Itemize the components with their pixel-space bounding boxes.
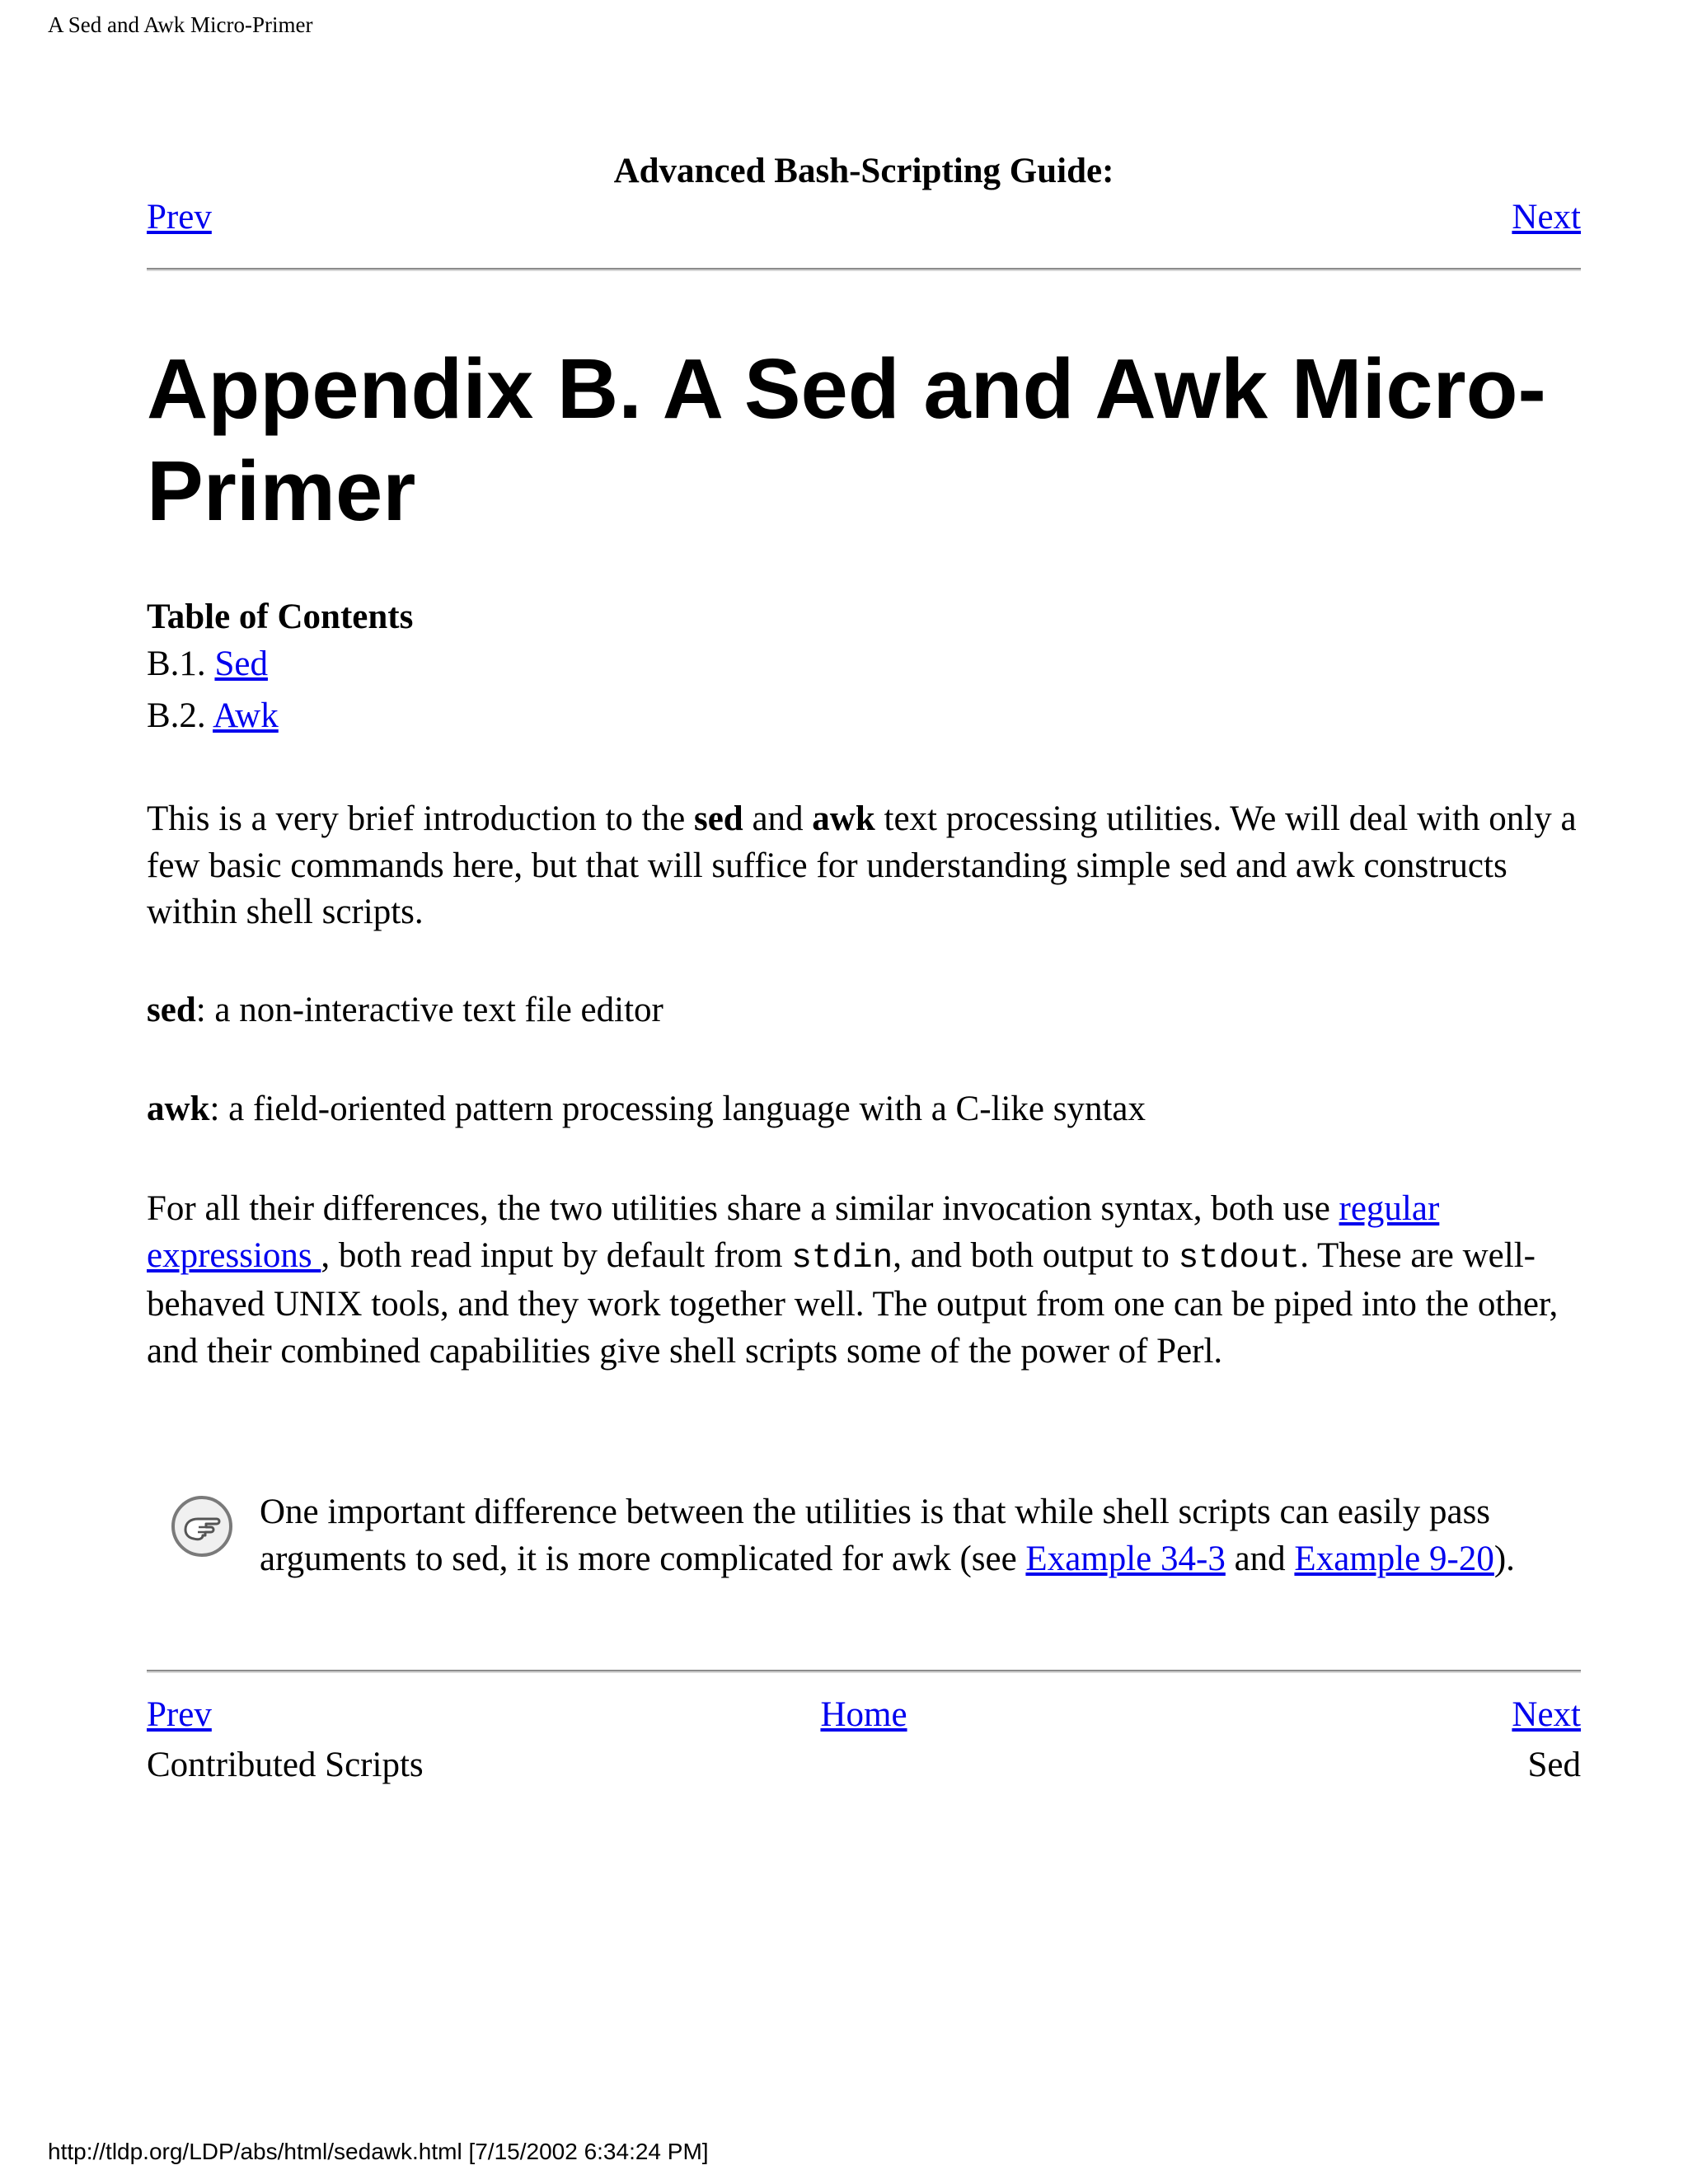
note-text-part: ). [1493, 1539, 1515, 1578]
toc-item [147, 643, 268, 686]
intro-text: text processing utilities. We will deal with only a few basic commands here, but that will suffice for understanding simple sed and awk constructs within shell scripts. [147, 799, 1577, 931]
guide-title: Advanced Bash-Scripting Guide: [613, 152, 1114, 190]
comparison-text: . These are well-behaved UNIX tools, and they work together well. The output from one can be piped into the other, and their combined capabilities give shell scripts some of the power of Perl. [147, 1235, 1559, 1371]
awk-definition [147, 1086, 1581, 1133]
note-text-part: One important difference between the utilities is that while shell scripts can easily pass arguments to sed, it is more complicated for awk (see [260, 1493, 1491, 1578]
toc-item-number: B.2. [147, 696, 206, 735]
example-34-3-link[interactable]: Example 34-3 [1025, 1539, 1226, 1578]
prev-page-title: Contributed Scripts [147, 1746, 424, 1784]
toc-heading: Table of Contents [147, 598, 414, 636]
document-content [147, 0, 1581, 2184]
comparison-text: , both read input by default from [321, 1235, 792, 1275]
print-header-title: A Sed and Awk Micro-Primer [48, 12, 313, 37]
intro-text: This is a very brief introduction to the [147, 799, 694, 838]
top-divider [147, 268, 1581, 271]
sed-definition-term: sed [147, 991, 196, 1029]
top-prev-link[interactable]: Prev [147, 198, 212, 237]
print-footer-url: http://tldp.org/LDP/abs/html/sedawk.html [7/15/2002 6:34:24 PM] [48, 2139, 709, 2164]
regular-expressions-link[interactable]: regular expressions [147, 1189, 1440, 1275]
stdout-code: stdout [1178, 1239, 1301, 1277]
note-text-part: and [1225, 1539, 1295, 1578]
awk-definition-text: : a field-oriented pattern processing language with a C-like syntax [209, 1090, 1146, 1128]
sed-term: sed [693, 799, 743, 838]
home-link[interactable]: Home [820, 1695, 907, 1734]
toc-item [147, 695, 279, 738]
bottom-prev-link[interactable]: Prev [147, 1695, 212, 1734]
intro-paragraph [147, 796, 1581, 936]
awk-definition-term: awk [147, 1090, 210, 1128]
sed-definition [147, 987, 1581, 1034]
example-9-20-link[interactable]: Example 9-20 [1294, 1539, 1494, 1578]
sed-definition-text: : a non-interactive text file editor [195, 991, 663, 1029]
top-next-link[interactable]: Next [1512, 198, 1581, 237]
bottom-divider [147, 1670, 1581, 1673]
toc-link-sed[interactable]: Sed [214, 644, 268, 683]
home-link-cell [147, 1694, 1581, 1736]
chapter-title: Appendix B. A Sed and Awk Micro-Primer [147, 341, 1546, 538]
comparison-paragraph [147, 1186, 1581, 1375]
bottom-next-link[interactable]: Next [1512, 1695, 1581, 1734]
note-text [260, 1489, 1578, 1582]
awk-term: awk [812, 799, 875, 838]
comparison-text: For all their differences, the two utilities share a similar invocation syntax, both use [147, 1189, 1339, 1228]
stdin-code: stdin [791, 1239, 893, 1277]
pointing-hand-icon [169, 1493, 235, 1559]
comparison-text: , and both output to [893, 1235, 1179, 1275]
toc-item-number: B.1. [147, 644, 206, 683]
intro-text: and [743, 799, 813, 838]
toc-link-awk[interactable]: Awk [213, 696, 279, 735]
next-page-title: Sed [1527, 1746, 1581, 1784]
